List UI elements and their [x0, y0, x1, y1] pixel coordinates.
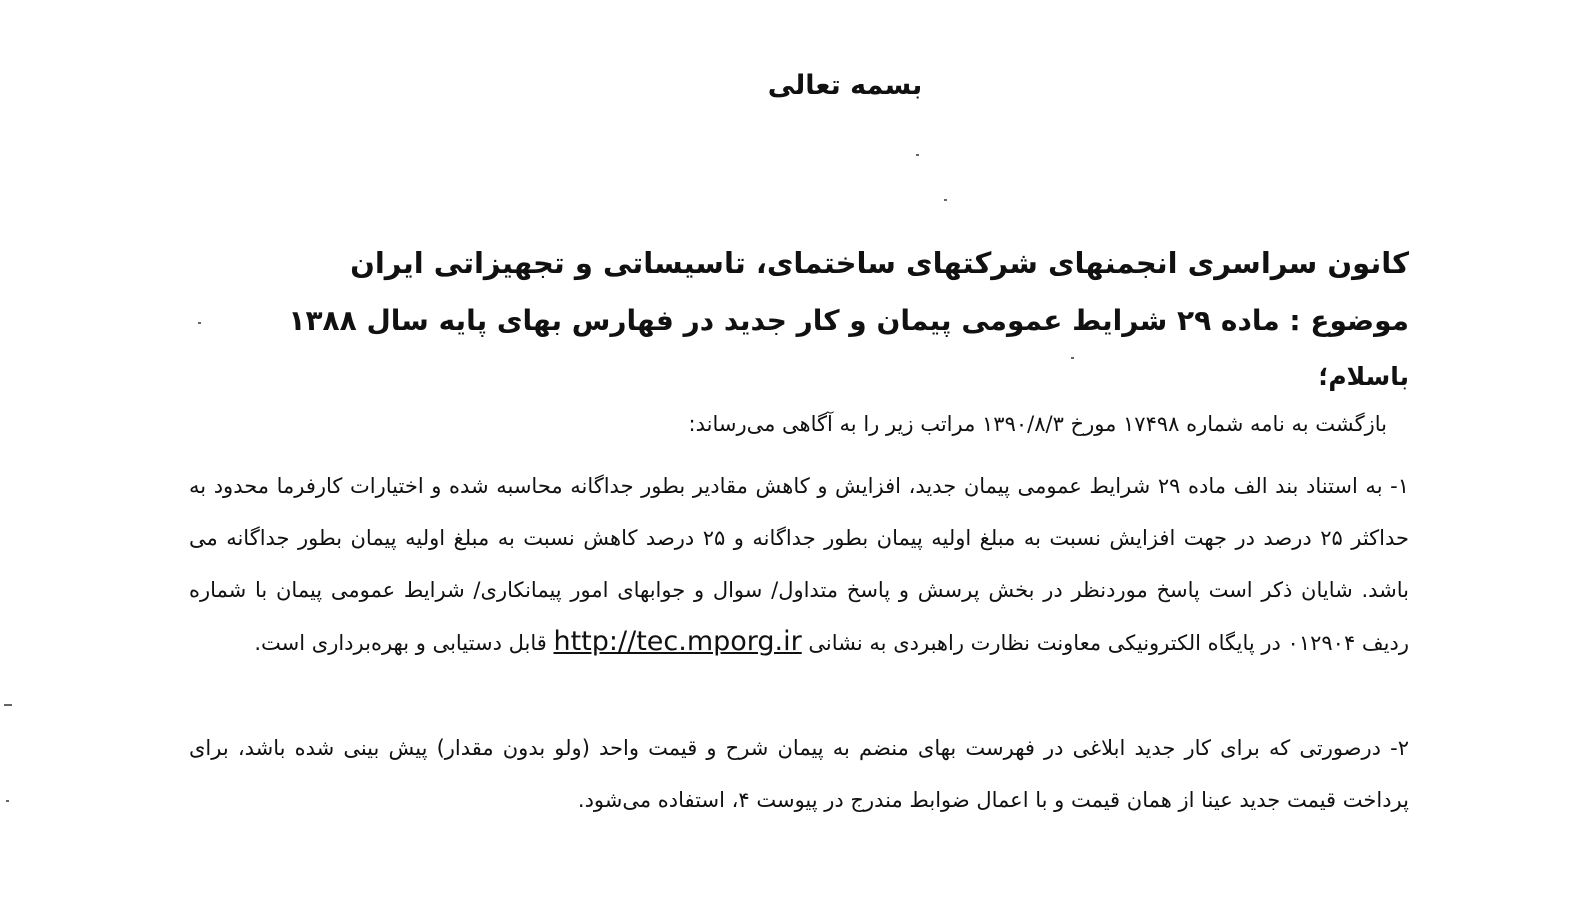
item-1-ending: قابل دستیابی و بهره‌برداری است. — [254, 631, 547, 655]
scan-speck — [1071, 357, 1074, 359]
item-2-paragraph: ۲- درصورتی که برای کار جدید ابلاغی در فهرست بهای منضم به پیمان شرح و قیمت واحد (ولو بدون مقدار) پیش بینی شده باشد، برای پرداخت قیمت جدید عینا از همان قیمت و با اعمال ضوابط مندرج در پیوست ۴، استفاده می‌شود. — [189, 736, 1409, 812]
subject-line: موضوع : ماده ۲۹ شرایط عمومی پیمان و کار جدید در فهارس بهای پایه سال ۱۳۸۸ — [288, 304, 1409, 337]
scan-speck — [6, 800, 9, 802]
scan-speck — [198, 322, 201, 324]
letter-heading: بسمه تعالی — [767, 70, 923, 101]
scan-speck — [944, 199, 947, 201]
greeting-line: باسلام؛ — [1318, 362, 1409, 391]
item-1-text: ۱- به استناد بند الف ماده ۲۹ شرایط عمومی پیمان جدید، افزایش و کاهش مقادیر بطور جداگانه محاسبه شده و اختیارات کارفرما محدود به حداکثر ۲۵ درصد در جهت افزایش نسبت به مبلغ اولیه پیمان بطور جداگانه و ۲۵ درصد کاهش نسبت به مبلغ اولیه پیمان بطور جداگانه می باشد. شایان ذکر است پاسخ موردنظر در بخش پرسش و پاسخ متداول/ سوال و جوابهای امور پیمانکاری/ شرایط عمومی پیمان با شماره ردیف ۰۱۲۹۰۴ در پایگاه الکترونیکی معاونت نظارت راهبردی به نشانی — [189, 474, 1409, 655]
item-1-paragraph — [189, 460, 1409, 669]
scan-speck — [916, 154, 919, 156]
recipient-line: کانون سراسری انجمنهای شرکتهای ساختمای، تاسیساتی و تجهیزاتی ایران — [350, 246, 1409, 280]
website-link[interactable]: http://tec.mporg.ir — [553, 626, 802, 657]
scan-speck — [4, 704, 12, 706]
intro-line: بازگشت به نامه شماره ۱۷۴۹۸ مورخ ۱۳۹۰/۸/۳ مراتب زیر را به آگاهی می‌رساند: — [688, 412, 1387, 436]
